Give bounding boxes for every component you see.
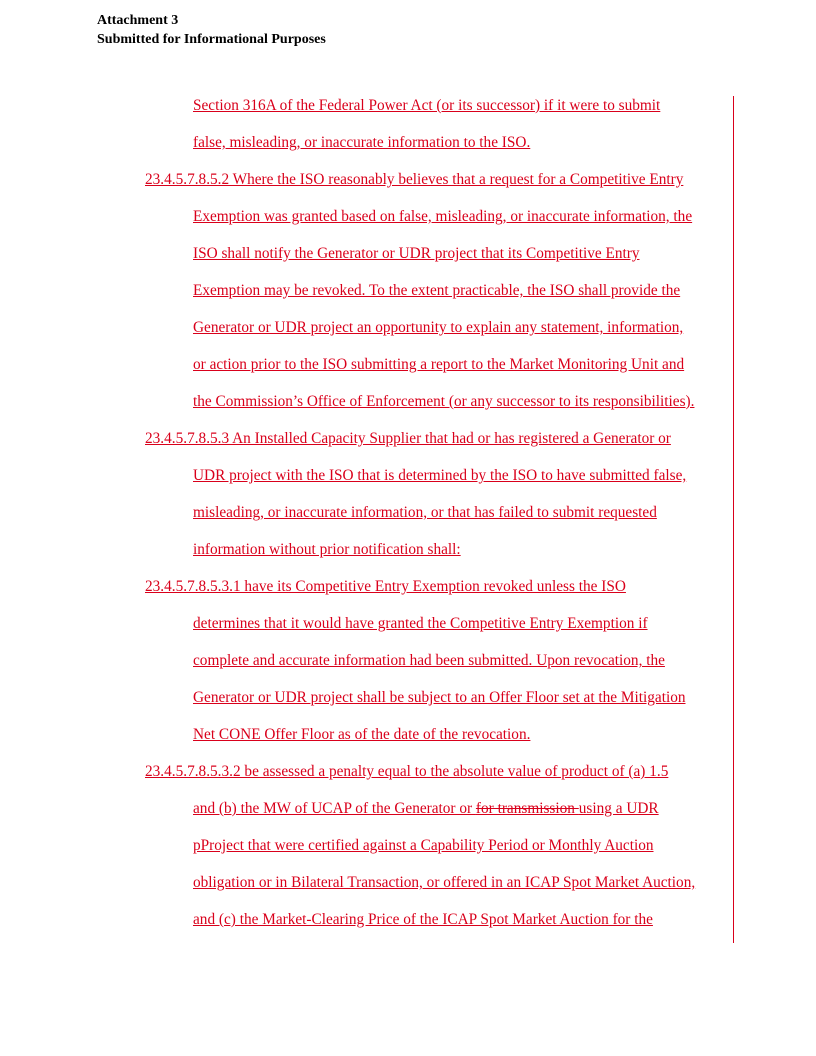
page-header (97, 11, 326, 49)
text-line-with-deletion (193, 799, 659, 819)
text-segment: and (b) the MW of UCAP of the Generator or (193, 800, 476, 817)
attachment-label: Attachment 3 (97, 13, 179, 28)
deleted-text: for transmission (475, 800, 579, 817)
text-line: UDR project with the ISO that is determined by the ISO to have submitted false, (193, 467, 687, 484)
text-line: ISO shall notify the Generator or UDR project that its Competitive Entry (193, 245, 640, 262)
section-heading-line: 23.4.5.7.8.5.3 An Installed Capacity Supplier that had or has registered a Generator or (145, 430, 671, 447)
text-line: Section 316A of the Federal Power Act (or its successor) if it were to submit (193, 97, 661, 114)
text-line: Exemption was granted based on false, misleading, or inaccurate information, the (193, 208, 693, 225)
text-line: Generator or UDR project an opportunity to explain any statement, information, (193, 319, 684, 336)
text-line: complete and accurate information had been submitted. Upon revocation, the (193, 652, 665, 669)
text-line: false, misleading, or inaccurate information to the ISO. (193, 134, 531, 151)
section-heading-line: 23.4.5.7.8.5.2 Where the ISO reasonably believes that a request for a Competitive Entry (145, 171, 684, 188)
submission-note: Submitted for Informational Purposes (97, 32, 326, 47)
text-line: pProject that were certified against a Capability Period or Monthly Auction (193, 837, 654, 854)
text-line: misleading, or inaccurate information, or that has failed to submit requested (193, 504, 657, 521)
text-line: determines that it would have granted the Competitive Entry Exemption if (193, 615, 648, 632)
text-line: obligation or in Bilateral Transaction, or offered in an ICAP Spot Market Auction, (193, 874, 696, 891)
text-line: Exemption may be revoked. To the extent practicable, the ISO shall provide the (193, 282, 681, 299)
text-line: information without prior notification shall: (193, 541, 461, 558)
text-line: and (c) the Market-Clearing Price of the ICAP Spot Market Auction for the (193, 911, 653, 928)
revision-change-bar (733, 96, 734, 943)
text-line: the Commission’s Office of Enforcement (or any successor to its responsibilities). (193, 393, 695, 410)
text-line: Net CONE Offer Floor as of the date of the revocation. (193, 726, 531, 743)
section-heading-line: 23.4.5.7.8.5.3.1 have its Competitive Entry Exemption revoked unless the ISO (145, 578, 626, 595)
text-line: Generator or UDR project shall be subject to an Offer Floor set at the Mitigation (193, 689, 686, 706)
section-heading-line: 23.4.5.7.8.5.3.2 be assessed a penalty equal to the absolute value of product of (a) 1.5 (145, 763, 669, 780)
text-segment: using a UDR (578, 800, 659, 817)
text-line: or action prior to the ISO submitting a report to the Market Monitoring Unit and (193, 356, 685, 373)
